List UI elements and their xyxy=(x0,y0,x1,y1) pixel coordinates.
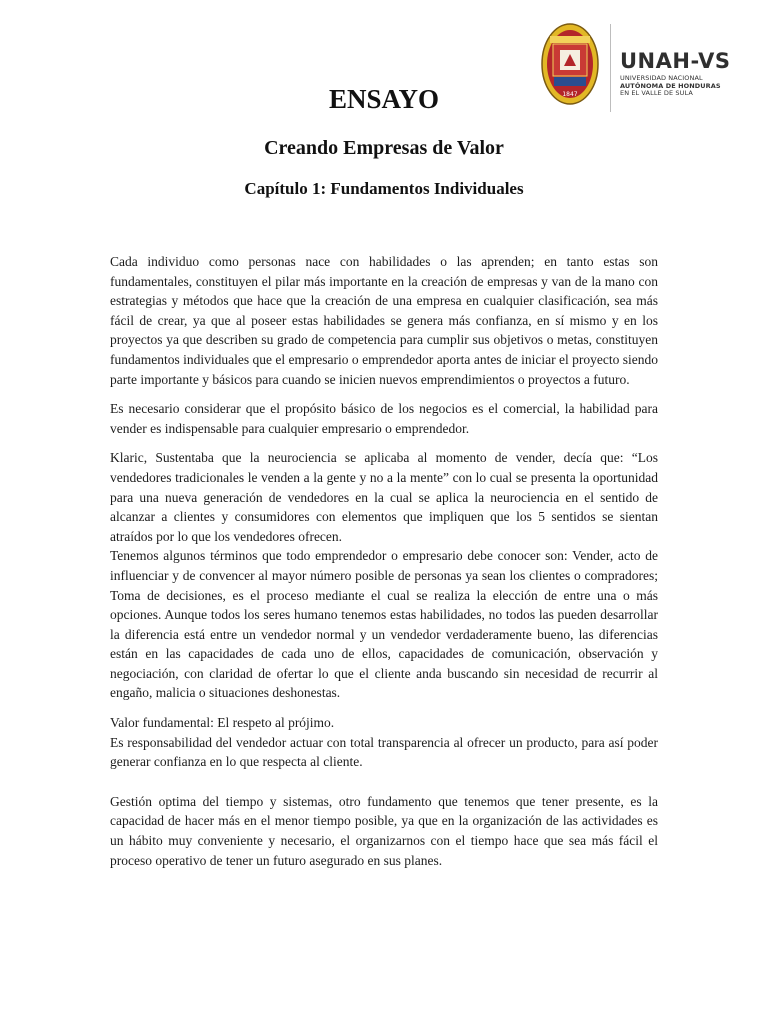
paragraph-2: Es necesario considerar que el propósito básico de los negocios es el comercial, la habilidad para vender es indispensable para cualquier empresario o emprendedor. xyxy=(110,401,658,436)
paragraph-7: Gestión optima del tiempo y sistemas, otro fundamento que tenemos que tener presente, es la capacidad de hacer más en el menor tiempo posible, ya que en la organización de las actividades es un hábito muy conveniente y necesario, el organizarnos con el tiempo hace que sea más fácil el proceso operativo de tener un futuro asegurado en sus planes. xyxy=(110,793,658,868)
logo-line-2: AUTÓNOMA DE HONDURAS xyxy=(620,81,721,90)
paragraph-1: Cada individuo como personas nace con habilidades o las aprenden; en tanto estas son fundamentales, constituyen el pilar más importante en la creación de empresas y van de la mano con estrategias y métodos que hace que la creación de una empresa en cualquier clasificación, sea más fácil de crear, ya que al poseer estas habilidades se genera más confianza, en sí mismo y en los proyectos ya que describen su grado de competencia para cumplir sus objetivos o metas, constituyen fundamentos individuales que el empresario o emprendedor aporta antes de iniciar el proyecto siendo parte importante y básicos para cuando se inicien nuevos emprendimientos o proyectos a futuro. xyxy=(110,254,658,387)
logo-title: UNAH-VS xyxy=(620,49,731,73)
paragraph-3: Klaric, Sustentaba que la neurociencia se aplicaba al momento de vender, decía que: “Los vendedores tradicionales le venden a la gente y no a la mente” con lo cual se presenta la oportunidad para una nueva generación de vendedores en la cual se aplica la neurociencia en el sentido de alcanzar a clientes y consumidores con elementos que impliquen que los 5 sentidos se sientan atraídos por lo que los vendedores ofrecen. xyxy=(110,450,658,544)
paragraph-4: Tenemos algunos términos que todo emprendedor o empresario debe conocer son: Vender, acto de influenciar y de convencer al mayor número posible de personas ya sean los clientes o compradores; Toma de decisiones, es el proceso mediante el cual se realiza la elección de entre una o más opciones. Aunque todos los seres humano tenemos estas habilidades, no todos las pueden desarrollar la diferencia está entre un vendedor normal y un vendedor verdaderamente bueno, las diferencias están en las capacidades de cada uno de ellos, capacidades de comunicación, observación y negociación, con claridad de ofertar lo que el cliente anda buscando sin necesidad de recurrir al engaño, malicia o situaciones deshonestas. xyxy=(110,548,658,701)
chapter-heading: Capítulo 1: Fundamentos Individuales xyxy=(244,179,524,198)
logo-line-1: UNIVERSIDAD NACIONAL xyxy=(620,74,703,82)
seal-year: 1847 xyxy=(562,91,578,98)
document-title: ENSAYO xyxy=(328,84,440,114)
document-subtitle: Creando Empresas de Valor xyxy=(264,137,504,159)
essay-body xyxy=(110,252,658,870)
logo-line-3: EN EL VALLE DE SULA xyxy=(620,89,693,97)
paragraph-5: Valor fundamental: El respeto al prójimo. xyxy=(110,715,335,731)
paragraph-6: Es responsabilidad del vendedor actuar con total transparencia al ofrecer un producto, para así poder generar confianza en lo que respecta al cliente. xyxy=(110,734,658,770)
